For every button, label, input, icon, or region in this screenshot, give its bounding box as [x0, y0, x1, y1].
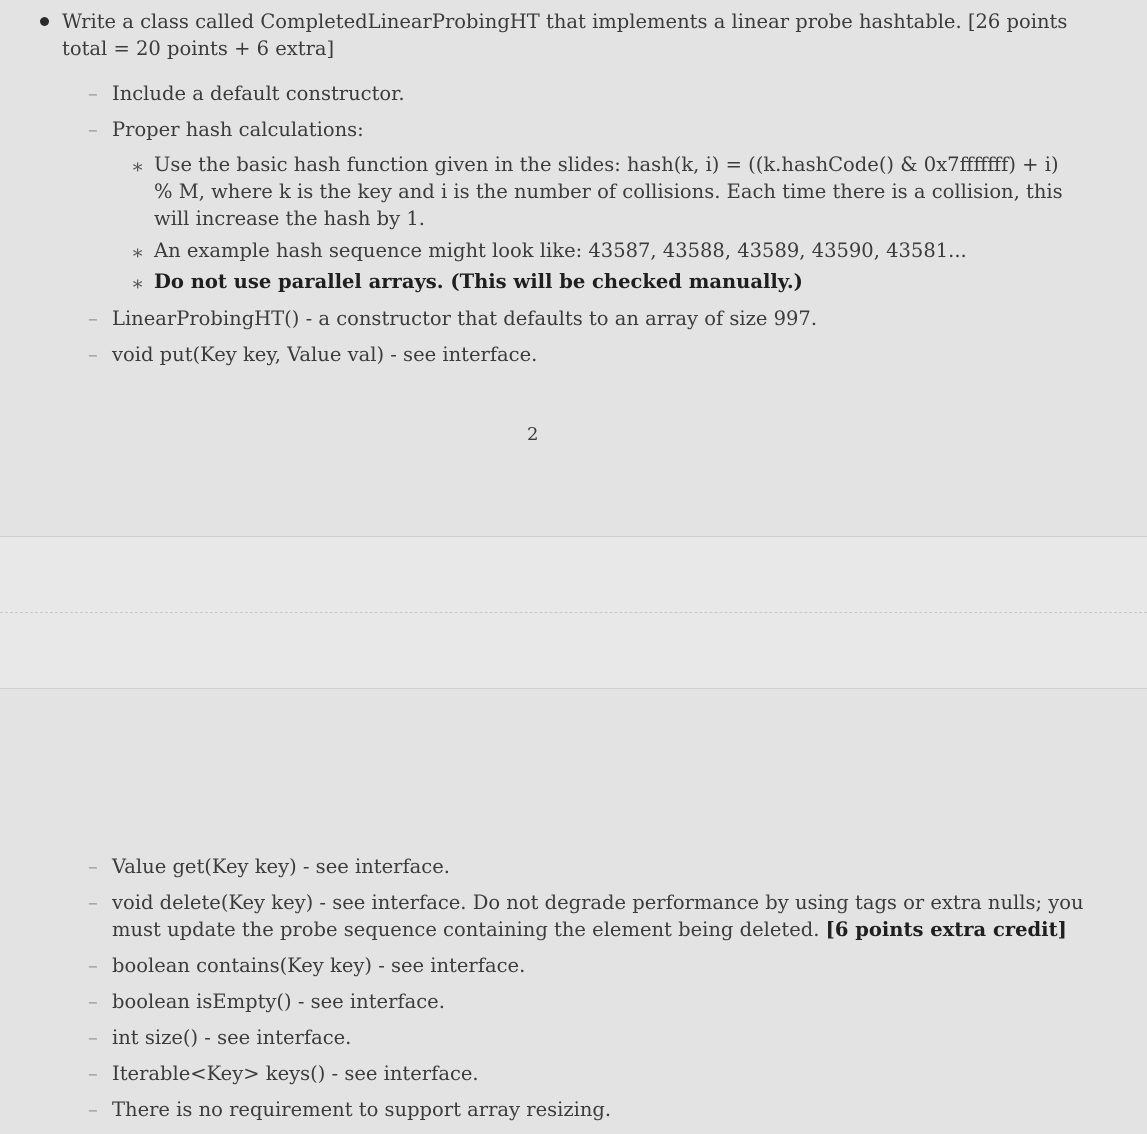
sub-item-constructor-997: LinearProbingHT() - a constructor that defaults to an array of size 997.	[112, 307, 818, 330]
dash-icon: –	[88, 855, 98, 878]
dash-icon: –	[88, 1098, 98, 1121]
dash-icon: –	[88, 307, 98, 330]
asterisk-icon: ∗	[131, 272, 145, 295]
dash-icon: –	[88, 891, 98, 914]
sub-item-size: int size() - see interface.	[112, 1026, 352, 1049]
hash-note-parallel-arrays: Do not use parallel arrays. (This will be checked manually.)	[154, 270, 803, 293]
main-item-line-1: Write a class called CompletedLinearProbingHT that implements a linear probe hashtable. [26 points	[62, 10, 1068, 33]
main-item-line-2: total = 20 points + 6 extra]	[62, 37, 335, 60]
page-top-edge	[0, 688, 1147, 689]
sub-item-keys: Iterable<Key> keys() - see interface.	[112, 1062, 479, 1085]
sub-item-hash-calculations: Proper hash calculations:	[112, 118, 364, 141]
hash-note-line-1: Use the basic hash function given in the slides: hash(k, i) = ((k.hashCode() & 0x7fffffff) + i)	[154, 153, 1059, 176]
hash-note-line-2: % M, where k is the key and i is the number of collisions. Each time there is a collision, this	[154, 180, 1063, 203]
dash-icon: –	[88, 1026, 98, 1049]
asterisk-icon: ∗	[131, 241, 145, 264]
sub-item-delete-text: must update the probe sequence containing the element being deleted.	[112, 918, 820, 941]
dash-icon: –	[88, 118, 98, 141]
dash-icon: –	[88, 82, 98, 105]
sub-item-no-resizing: There is no requirement to support array resizing.	[112, 1098, 612, 1121]
dash-icon: –	[88, 990, 98, 1013]
asterisk-icon: ∗	[131, 155, 145, 178]
dash-icon: –	[88, 343, 98, 366]
sub-item-delete-line-2	[112, 916, 1067, 943]
extra-credit-label: [6 points extra credit]	[825, 918, 1067, 941]
hash-note-example: An example hash sequence might look like: 43587, 43588, 43589, 43590, 43581...	[154, 239, 967, 262]
sub-item-put: void put(Key key, Value val) - see interface.	[112, 343, 538, 366]
page-separator	[0, 612, 1147, 613]
bullet-icon	[40, 17, 49, 26]
sub-item-contains: boolean contains(Key key) - see interface.	[112, 954, 526, 977]
sub-item-delete-line-1: void delete(Key key) - see interface. Do not degrade performance by using tags or extra nulls; you	[112, 891, 1084, 914]
sub-item-default-constructor: Include a default constructor.	[112, 82, 405, 105]
sub-item-is-empty: boolean isEmpty() - see interface.	[112, 990, 445, 1013]
page-number: 2	[527, 424, 539, 445]
dash-icon: –	[88, 1062, 98, 1085]
sub-item-get: Value get(Key key) - see interface.	[112, 855, 450, 878]
hash-note-line-3: will increase the hash by 1.	[154, 207, 425, 230]
dash-icon: –	[88, 954, 98, 977]
